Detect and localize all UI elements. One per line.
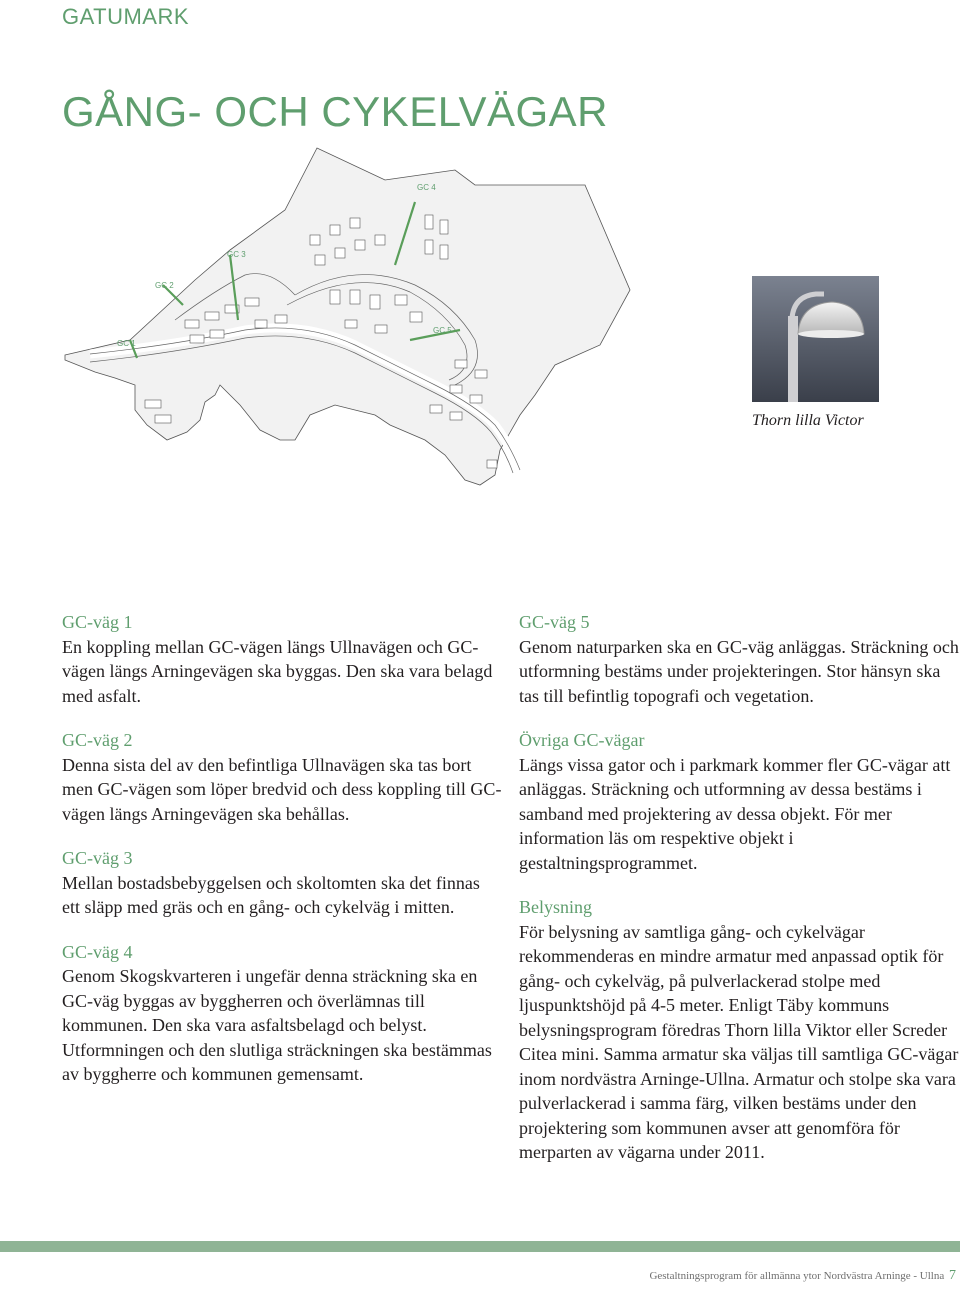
gc-label-5: GC 5 xyxy=(433,326,452,335)
section-text: Genom Skogskvarteren i ungefär denna sträckning ska en GC-väg byggas av byggherren och överlämnas till kommunen. Den ska vara asfaltsbelagd och belyst. Utformningen och den slutliga sträckningen ska bestämmas av byggherre och kommunen gemensamt. xyxy=(62,966,492,1084)
street-lamp-photo xyxy=(752,276,879,402)
section-text: För belysning av samtliga gång- och cykelvägar rekommenderas en mindre armatur med anpassad optik för gång- och cykelväg, på pulverlackerad stolpe med ljuspunktshöjd på 4-5 meter. Enligt Täby kommuns belysningsprogram föredras Thorn lilla Viktor eller Screder Citea mini. Samma armatur ska väljas till samtliga GC-vägar inom nordvästra Arninge-Ullna. Armatur och stolpe ska vara pulverlackerad i samma färg, vilken bestäms under den projektering som kommunen avser att genomföra för merparten av vägarna under 2011. xyxy=(519,921,959,1162)
gc-vag-5-section xyxy=(519,610,959,708)
site-boundary xyxy=(65,148,630,485)
section-heading: GC-väg 1 xyxy=(62,612,133,632)
section-text: Mellan bostadsbebyggelsen och skoltomten ska det finnas ett släpp med gräs och en gång- och cykelväg i mitten. xyxy=(62,872,480,917)
section-heading: GC-väg 3 xyxy=(62,848,133,868)
gc-label-2: GC 2 xyxy=(155,281,174,290)
left-column xyxy=(62,610,502,1107)
footer-title: Gestaltningsprogram för allmänna ytor Nordvästra Arninge - Ullna xyxy=(649,1270,945,1282)
section-text: Längs vissa gator och i parkmark kommer fler GC-vägar att anläggas. Sträckning och utformning av dessa bestäms i samband med projektering av dessa objekt. För mer information läs om respektive objekt i gestaltningsprogrammet. xyxy=(519,754,951,873)
gc-vag-2-section xyxy=(62,728,502,826)
section-heading: GC-väg 4 xyxy=(62,941,133,962)
gc-vag-4-section xyxy=(62,940,502,1087)
section-text: En koppling mellan GC-vägen längs Ullnavägen och GC-vägen längs Arningevägen ska byggas. Den ska vara belagd med asfalt. xyxy=(62,636,493,706)
footer-bar xyxy=(0,1241,960,1252)
footer xyxy=(649,1268,956,1284)
section-heading: Belysning xyxy=(519,897,593,917)
page-number: 7 xyxy=(949,1268,956,1283)
page-title: GÅNG- OCH CYKELVÄGAR xyxy=(62,88,608,135)
section-text: Genom naturparken ska en GC-väg anläggas. Sträckning och utformning bestäms under projekteringen. Stor hänsyn ska tas till befintlig topografi och vegetation. xyxy=(519,636,959,706)
section-heading: Övriga GC-vägar xyxy=(519,730,645,750)
section-heading: GC-väg 5 xyxy=(519,612,590,632)
lamp-caption: Thorn lilla Victor xyxy=(752,412,864,429)
right-column xyxy=(519,610,959,1185)
section-label: GATUMARK xyxy=(62,4,190,29)
gc-vag-1-section xyxy=(62,610,502,708)
section-text: Denna sista del av den befintliga Ullnavägen ska tas bort men GC-vägen som löper bredvid och dess koppling till GC-vägen längs Arningevägen ska behållas. xyxy=(62,754,502,824)
ovriga-gc-vagar-section xyxy=(519,728,959,875)
site-plan-map xyxy=(55,140,665,600)
gc-label-4: GC 4 xyxy=(417,183,436,192)
section-heading: GC-väg 2 xyxy=(62,730,133,750)
gc-vag-3-section xyxy=(62,846,502,920)
belysning-section xyxy=(519,895,959,1165)
gc-label-3: GC 3 xyxy=(227,250,246,259)
gc-label-1: GC 1 xyxy=(117,339,136,348)
